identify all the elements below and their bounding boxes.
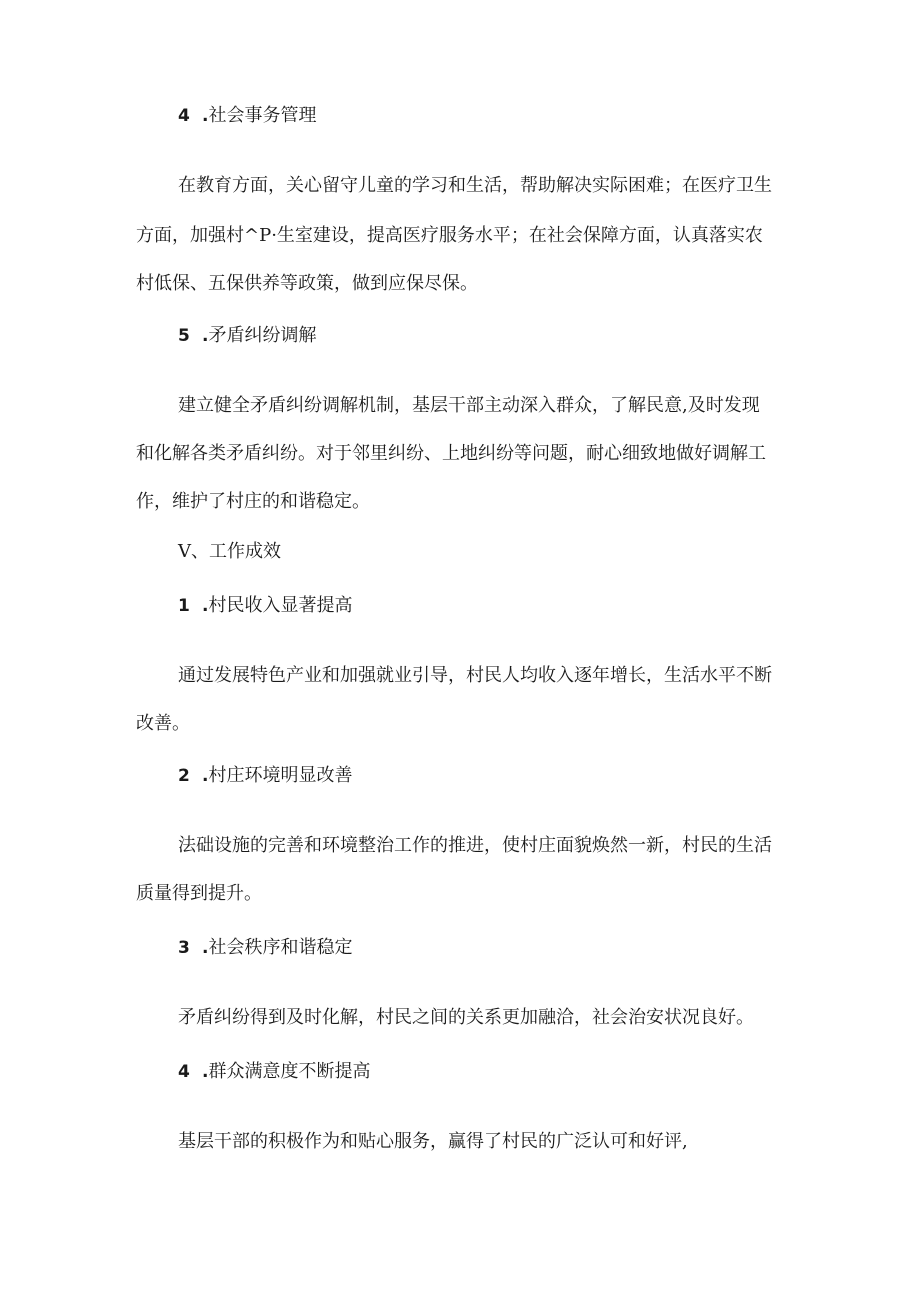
heading-text: 村庄环境明显改善 <box>208 765 353 786</box>
heading-dot: . <box>202 326 209 346</box>
heading-number: 4 <box>178 106 190 126</box>
paragraph-line: 作，维护了村庄的和谐稳定。 <box>136 491 370 512</box>
paragraph-line: 改善。 <box>136 713 190 734</box>
heading-dot: . <box>202 596 209 616</box>
section-heading <box>178 936 920 960</box>
section-heading <box>178 594 920 618</box>
heading-number: 3 <box>178 938 190 958</box>
heading-dot: . <box>202 938 209 958</box>
heading-number: 2 <box>178 766 190 786</box>
heading-number: 5 <box>178 326 190 346</box>
heading-dot: . <box>202 106 209 126</box>
paragraph-line: 质量得到提升。 <box>136 883 262 904</box>
heading-number: 1 <box>178 596 190 616</box>
section-heading <box>178 104 920 128</box>
paragraph-line: 基层干部的积极作为和贴心服务，赢得了村民的广泛认可和好评, <box>178 1131 688 1152</box>
heading-text: 矛盾纠纷调解 <box>208 325 317 346</box>
paragraph-line: 通过发展特色产业和加强就业引导，村民人均收入逐年增长，生活水平不断 <box>178 665 772 686</box>
paragraph-line: 矛盾纠纷得到及时化解，村民之间的关系更加融洽，社会治安状况良好。 <box>178 1007 754 1028</box>
heading-text: 社会事务管理 <box>208 105 317 126</box>
chapter-heading: V、工作成效 <box>178 541 281 562</box>
paragraph-line: 建立健全矛盾纠纷调解机制，基层干部主动深入群众，了解民意,及时发现 <box>178 395 760 416</box>
heading-dot: . <box>202 1062 209 1082</box>
paragraph-line: 法础设施的完善和环境整治工作的推进，使村庄面貌焕然一新，村民的生活 <box>178 835 772 856</box>
heading-text: 村民收入显著提高 <box>208 595 353 616</box>
heading-dot: . <box>202 766 209 786</box>
section-heading <box>178 1060 920 1084</box>
heading-number: 4 <box>178 1062 190 1082</box>
paragraph-line: 在教育方面，关心留守儿童的学习和生活，帮助解决实际困难；在医疗卫生 <box>178 175 772 196</box>
heading-text: 群众满意度不断提高 <box>208 1061 371 1082</box>
heading-text: 社会秩序和谐稳定 <box>208 937 353 958</box>
paragraph-line: 村低保、五保供养等政策，做到应保尽保。 <box>136 273 478 294</box>
section-heading <box>178 324 920 348</box>
paragraph-line: 方面，加强村^P·生室建设，提高医疗服务水平；在社会保障方面，认真落实农 <box>136 225 763 246</box>
section-heading <box>178 764 920 788</box>
paragraph-line: 和化解各类矛盾纠纷。对于邻里纠纷、上地纠纷等问题，耐心细致地做好调解工 <box>136 443 766 464</box>
